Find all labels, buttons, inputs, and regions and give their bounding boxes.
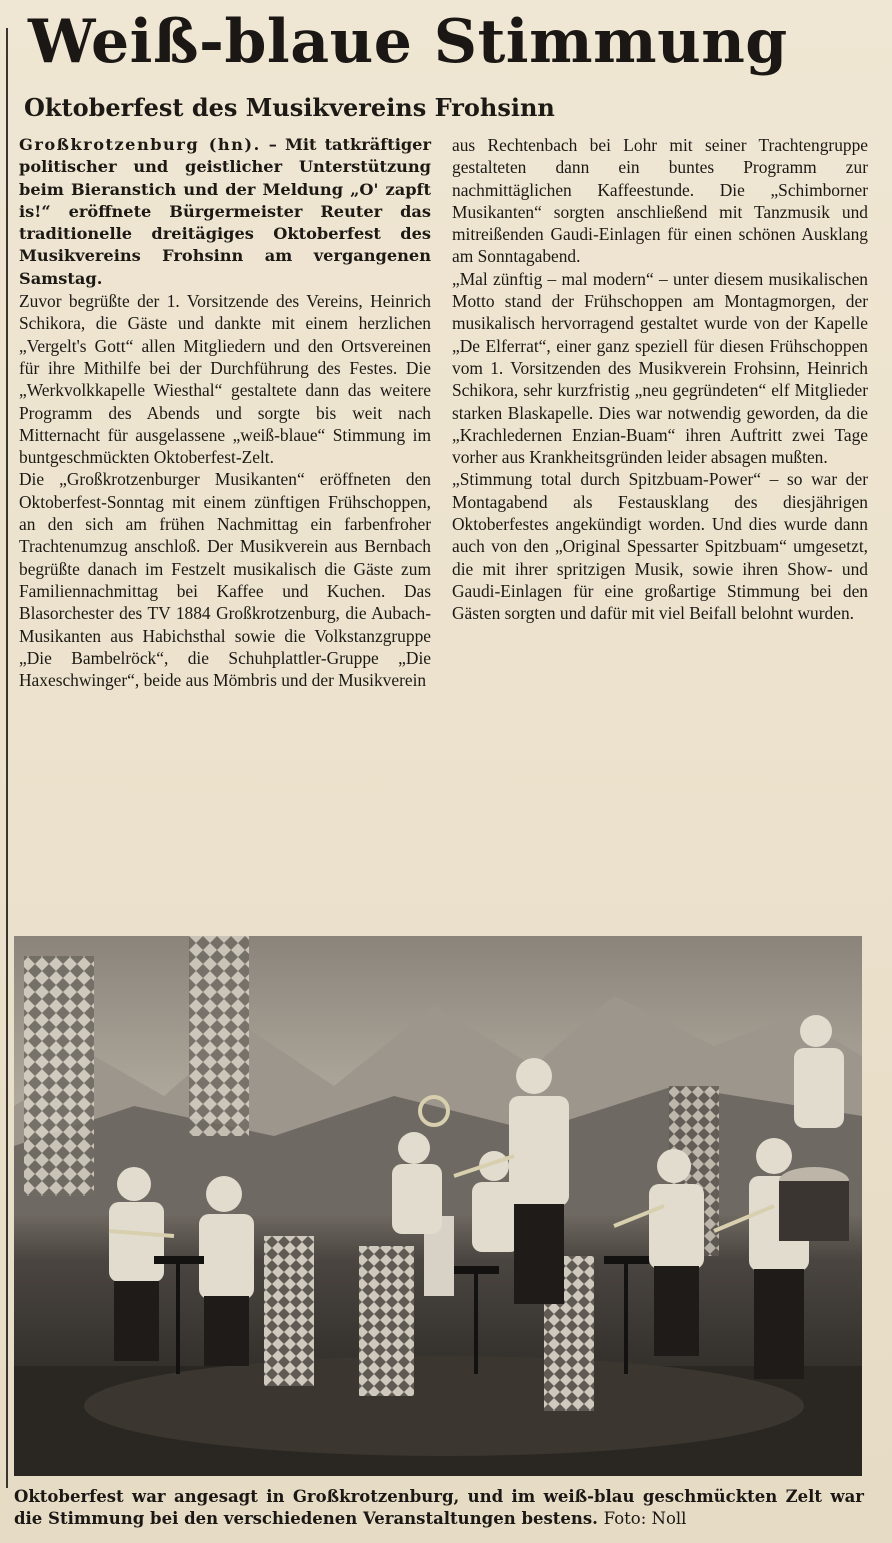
article-column-right <box>452 134 868 625</box>
lead-text: – Mit tatkräftiger politischer und geistlicher Unterstützung beim Bieranstich und der Meldung „O' zapft is!“ eröffnete Bürgermeister Reuter das traditionelle dreitägiges Oktoberfest des Musikvereins Frohsinn am vergangenen Samstag. <box>19 135 431 288</box>
photo-credit: Foto: Noll <box>603 1509 687 1528</box>
article-column-left <box>19 134 431 691</box>
paragraph-4: „Mal zünftig – mal modern“ – unter diesem musikalischen Motto stand der Frühschoppen am Montagmorgen, der musikalisch hervorragend gestaltet wurde von der Kapelle „De Elferrat“, einer ganz speziell für diesen Frühschoppen vom 1. Vorsitzenden des Musikverein Frohsinn, Heinrich Schikora, sehr kurzfristig „neu gegründeten“ elf Mitglieder starken Blaskapelle. Dies war notwendig geworden, da die „Krachledernen Enzian-Buam“ ihren Auftritt zwei Tage vorher aus Krankheitsgründen leider absagen mußten. <box>452 268 868 468</box>
headline: Weiß-blaue Stimmung <box>28 7 788 77</box>
band-photo <box>14 936 862 1476</box>
paragraph-3: aus Rechtenbach bei Lohr mit seiner Trachtengruppe gestalteten dann ein buntes Programm zur nachmittäglichen Kaffeestunde. Die „Schimborner Musikanten“ sorgten anschließend mit Tanzmusik und mitreißenden Gaudi-Einlagen für einen schönen Ausklang am Sonntagabend. <box>452 135 868 267</box>
column-rule <box>6 28 8 1488</box>
dateline: Großkrotzenburg (hn). <box>19 135 261 154</box>
paragraph-1: Zuvor begrüßte der 1. Vorsitzende des Vereins, Heinrich Schikora, die Gäste und dankte mit einem herzlichen „Vergelt's Gott“ allen Mitgliedern und den Ortsvereinen für ihre Mithilfe bei der Durchführung des Festes. Die „Werkvolkkapelle Wiesthal“ gestaltete dann das weitere Programm des Abends und sorgte bis weit nach Mitternacht für ausgelassene „weiß-blaue“ Stimmung im buntgeschmückten Oktoberfest-Zelt. <box>19 291 431 468</box>
lead-paragraph <box>19 134 431 290</box>
paragraph-5: „Stimmung total durch Spitzbuam-Power“ – so war der Montagabend als Festausklang des diesjährigen Oktoberfestes angekündigt worden. Und dies wurde dann auch von den „Original Spessarter Spitzbuam“ umgesetzt, die mit ihrer spritzigen Musik, sowie ihren Show- und Gaudi-Einlagen für eine großartige Stimmung bei den Gästen sorgten und dafür mit viel Beifall belohnt wurden. <box>452 469 868 624</box>
subheadline: Oktoberfest des Musikvereins Frohsinn <box>24 93 555 122</box>
photo-caption <box>14 1486 864 1530</box>
band-photo-illustration <box>14 936 862 1476</box>
caption-text: Oktoberfest war angesagt in Großkrotzenburg, und im weiß-blau geschmückten Zelt war die Stimmung bei den verschiedenen Veranstaltungen bestens. <box>14 1487 864 1528</box>
paragraph-2: Die „Großkrotzenburger Musikanten“ eröffneten den Oktoberfest-Sonntag mit einem zünftigen Frühschoppen, an den sich am frühen Nachmittag ein farbenfroher Trachtenumzug anschloß. Der Musikverein aus Bernbach begrüßte danach im Festzelt musikalisch die Gäste zum Familiennachmittag bei Kaffee und Kuchen. Das Blasorchester des TV 1884 Großkrotzenburg, die Aubach-Musikanten aus Habichsthal sowie die Volkstanzgruppe „Die Bambelröck“, die Schuhplattler-Gruppe „Die Haxeschwinger“, beide aus Mömbris und der Musikverein <box>19 469 431 691</box>
